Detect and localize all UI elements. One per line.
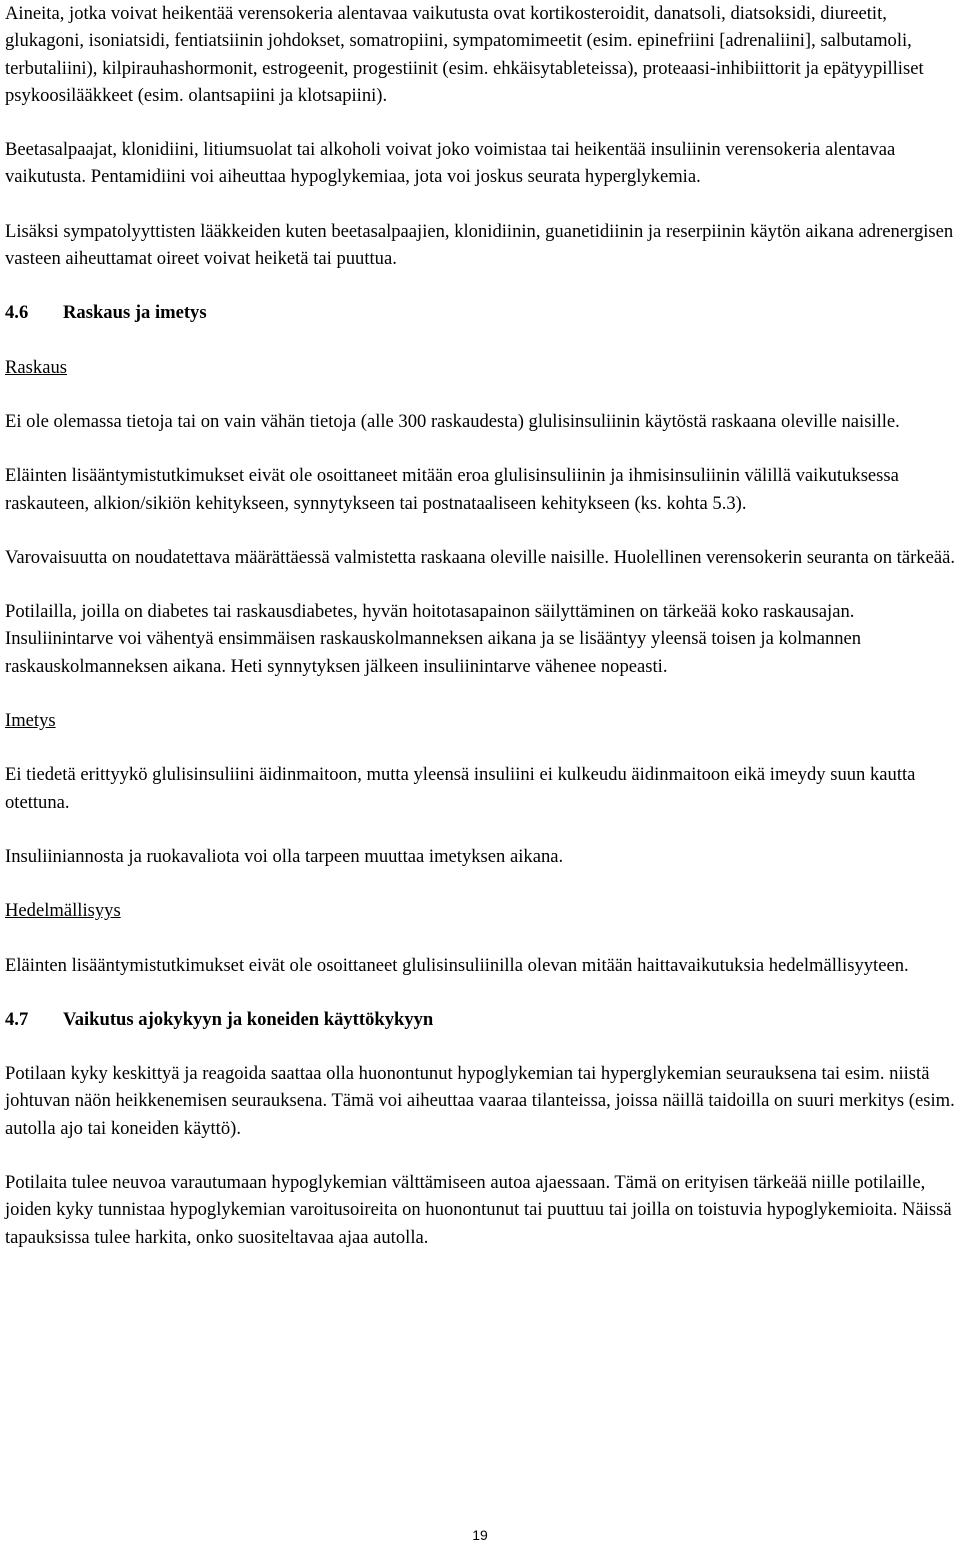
paragraph-dose-adjustment: Insuliiniannosta ja ruokavaliota voi olla tarpeen muuttaa imetyksen aikana.: [5, 845, 564, 867]
section-title: Raskaus ja imetys: [63, 302, 207, 324]
section-number: 4.7: [5, 1008, 29, 1030]
paragraph-breast-milk: Ei tiedetä erittyykö glulisinsuliini äidinmaitoon, mutta yleensä insuliini ei kulkeudu äidinmaitoon eikä imeydy suun kautta otettuna.: [5, 764, 916, 813]
section-title: Vaikutus ajokykyyn ja koneiden käyttökykyyn: [63, 1008, 434, 1030]
section-number: 4.6: [5, 302, 29, 324]
subheading-imetys: Imetys: [5, 710, 56, 732]
paragraph-caution: Varovaisuutta on noudatettava määrättäessä valmistetta raskaana oleville naisille. Huolellinen verensokerin seuranta on tärkeää.: [5, 546, 955, 568]
paragraph-fertility: Eläinten lisääntymistutkimukset eivät ole osoittaneet glulisinsuliinilla olevan mitään haittavaikutuksia hedelmällisyyteen.: [5, 954, 909, 976]
section-heading-4-6: [5, 299, 955, 326]
paragraph-concentration: Potilaan kyky keskittyä ja reagoida saattaa olla huonontunut hypoglykemian tai hyperglykemian seurauksena tai esim. niistä johtuvan näön heikkenemisen seurauksena. Tämä voi aiheuttaa vaaraa tilanteissa, joissa näillä taidoilla on suuri merkitys (esim. autolla ajo tai koneiden käyttö).: [5, 1063, 955, 1139]
subheading-raskaus: Raskaus: [5, 356, 67, 378]
paragraph-sympatholytics: Lisäksi sympatolyyttisten lääkkeiden kuten beetasalpaajien, klonidiinin, guanetidiinin ja reserpiinin käytön aikana adrenergisen vasteen aiheuttamat oireet voivat heiketä tai puuttua.: [5, 220, 954, 270]
paragraph-animal-studies: Eläinten lisääntymistutkimukset eivät ole osoittaneet mitään eroa glulisinsuliinin ja ihmisinsuliinin välillä vaikutuksessa raskauteen, alkion/sikiön kehitykseen, synnytykseen tai postnataaliseen kehitykseen (ks. kohta 5.3).: [5, 465, 899, 514]
paragraph-driving-advice: Potilaita tulee neuvoa varautumaan hypoglykemian välttämiseen autoa ajaessaan. Tämä on erityisen tärkeää niille potilaille, joiden kyky tunnistaa hypoglykemian varoitusoireita on huonontunut tai puuttuu tai joilla on toistuvia hypoglykemioita. Näissä tapauksissa tulee harkita, onko suositeltavaa ajaa autolla.: [5, 1172, 952, 1248]
paragraph-pregnancy-data: Ei ole olemassa tietoja tai on vain vähän tietoja (alle 300 raskaudesta) glulisinsuliinin käytöstä raskaana oleville naisille.: [5, 410, 900, 432]
section-heading-4-7: [5, 1006, 955, 1033]
page-number: 19: [472, 1527, 488, 1543]
document-page: [5, 0, 955, 1251]
paragraph-diabetes-pregnancy: Potilailla, joilla on diabetes tai raskausdiabetes, hyvän hoitotasapainon säilyttäminen on tärkeää koko raskausajan. Insuliinintarve voi vähentyä ensimmäisen raskauskolmanneksen aikana ja se lisääntyy yleensä toisen ja kolmannen raskauskolmanneksen aikana. Heti synnytyksen jälkeen insuliinintarve vähenee nopeasti.: [5, 601, 862, 677]
paragraph-weakening-substances: Aineita, jotka voivat heikentää verensokeria alentavaa vaikutusta ovat kortikosteroidit, danatsoli, diatsoksidi, diureetit, glukagoni, isoniatsidi, fentiatsiinin johdokset, somatropiini, sympatomimeetit (esim. epinefriini [adrenaliini], salbutamoli, terbutaliini), kilpirauhashormonit, estrogeenit, progestiinit (esim. ehkäisytableteissa), proteaasi-inhibiittorit ja epätyypilliset psykoosilääkkeet (esim. olantsapiini ja klotsapiini).: [5, 3, 924, 106]
subheading-hedelmallisyys: Hedelmällisyys: [5, 900, 121, 922]
paragraph-beta-blockers: Beetasalpaajat, klonidiini, litiumsuolat tai alkoholi voivat joko voimistaa tai heikentää insuliinin verensokeria alentavaa vaikutusta. Pentamidiini voi aiheuttaa hypoglykemiaa, jota voi joskus seurata hyperglykemia.: [5, 139, 896, 188]
